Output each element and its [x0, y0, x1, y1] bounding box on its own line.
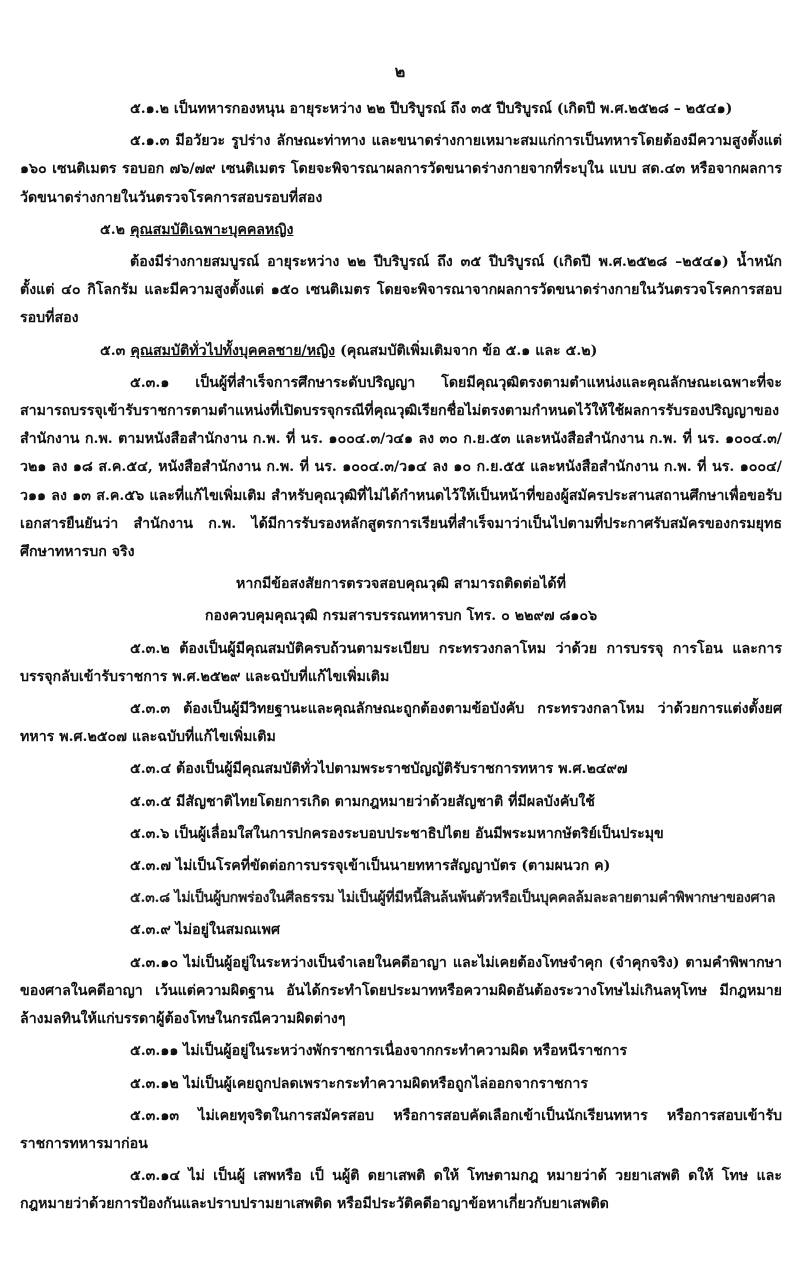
clause-5-1-2: ๕.๑.๒ เป็นทหารกองหนุน อายุระหว่าง ๒๒ ปีบริบูรณ์ ถึง ๓๕ ปีบริบูรณ์ (เกิดปี พ.ศ.๒๕๒๘ – ๒๕๔๑)	[130, 101, 733, 117]
clause-5-3-6: ๕.๓.๖ เป็นผู้เลื่อมใสในการปกครองระบอบประชาธิปไตย อันมีพระมหากษัตริย์เป็นประมุข	[130, 825, 664, 842]
clause-5-3-5: ๕.๓.๕ มีสัญชาติไทยโดยการเกิด ตามกฎหมายว่าด้วยสัญชาติ ที่มีผลบังคับใช้	[130, 793, 595, 810]
clause-5-3-4: ๕.๓.๔ ต้องเป็นผู้มีคุณสมบัติทั่วไปตามพระราชบัญญัติรับราชการทหาร พ.ศ.๒๔๙๗	[130, 761, 628, 778]
section-5-3-heading	[20, 337, 782, 365]
clause-5-3-2: ๕.๓.๒ ต้องเป็นผู้มีคุณสมบัติครบถ้วนตามระเบียบ กระทรวงกลาโหม ว่าด้วย การบรรจุ การโอน และการบรรจุกลับเข้ารับราชการ พ.ศ.๒๕๒๙ และฉบับที่แก้ไขเพิ่มเติม	[20, 640, 782, 685]
section-5-3-number: ๕.๓	[100, 342, 126, 359]
clause-5-3-1: ๕.๓.๑ เป็นผู้ที่สำเร็จการศึกษาระดับปริญญา โดยมีคุณวุฒิตรงตามตำแหน่งและคุณลักษณะเฉพาะที่จะสามารถบรรจุเข้ารับราชการตามตำแหน่งที่เปิดบรรจุกรณีที่คุณวุฒิเรียกชื่อไม่ตรงตามกำหนดไว้ให้ใช้ผลการรับรองปริญญาของสำนักงาน ก.พ. ตามหนังสือสำนักงาน ก.พ. ที่ นร. ๑๐๐๔.๓/ว๔๑ ลง ๓๐ ก.ย.๕๓ และหนังสือสำนักงาน ก.พ. ที่ นร. ๑๐๐๔.๓/ว๒๑ ลง ๑๘ ส.ค.๕๔, หนังสือสำนักงาน ก.พ. ที่ นร. ๑๐๐๔.๓/ว๑๔ ลง ๑๐ ก.ย.๕๕ และหนังสือสำนักงาน ก.พ. ที่ นร. ๑๐๐๔/ว๑๑ ลง ๑๓ ส.ค.๕๖ และที่แก้ไขเพิ่มเติม สำหรับคุณวุฒิที่ไม่ได้กำหนดไว้ให้เป็นหน้าที่ของผู้สมัครประสานสถานศึกษาเพื่อขอรับเอกสารยืนยันว่า สำนักงาน ก.พ. ได้มีการรับรองหลักสูตรการเรียนที่สำเร็จมาว่าเป็นไปตามที่ประกาศรับสมัครของกรมยุทธศึกษาทหารบก จริง	[20, 374, 782, 561]
page-number: ๒	[394, 62, 406, 81]
clause-5-3-14: ๕.๓.๑๔ ไม่ เป็นผู้ เสพหรือ เป็ นผู้ติ ดยาเสพติ ดให้ โทษตามกฎ หมายว่าด้ วยยาเสพติ ดให้ โทษ และกฎหมายว่าด้วยการป้องกันและปราบปรามยาเสพติด หรือมีประวัติคดีอาญาข้อหาเกี่ยวกับยาเสพติด	[20, 1168, 782, 1213]
clause-5-3-3: ๕.๓.๓ ต้องเป็นผู้มีวิทยฐานะและคุณลักษณะถูกต้องตามข้อบังคับ กระทรวงกลาโหม ว่าด้วยการแต่งตั้งยศทหาร พ.ศ.๒๕๐๗ และฉบับที่แก้ไขเพิ่มเติม	[20, 701, 782, 746]
section-5-3-label: คุณสมบัติทั่วไปทั้งบุคคลชาย/หญิง	[130, 342, 336, 359]
clause-5-3-12: ๕.๓.๑๒ ไม่เป็นผู้เคยถูกปลดเพราะกระทำความผิดหรือถูกไล่ออกจากราชการ	[130, 1075, 588, 1092]
contact-line-1: หากมีข้อสงสัยการตรวจสอบคุณวุฒิ สามารถติดต่อได้ที่	[236, 576, 566, 593]
document-body	[20, 95, 782, 1219]
section-5-2-number: ๕.๒	[100, 221, 126, 238]
clause-5-3-10: ๕.๓.๑๐ ไม่เป็นผู้อยู่ในระหว่างเป็นจำเลยในคดีอาญา และไม่เคยต้องโทษจำคุก (จำคุกจริง) ตามคำพิพากษาของศาลในคดีอาญา เว้นแต่ความผิดฐาน อันได้กระทำโดยประมาทหรือความผิดอันต้องระวางโทษไม่เกินลหุโทษ มีกฎหมายล้างมลทินให้แก่บรรดาผู้ต้องโทษในกรณีความผิดต่างๆ	[20, 954, 782, 1028]
clause-5-1-3: ๕.๑.๓ มีอวัยวะ รูปร่าง ลักษณะท่าทาง และขนาดร่างกายเหมาะสมแก่การเป็นทหารโดยต้องมีความสูงตั้งแต่ ๑๖๐ เซนติเมตร รอบอก ๗๖/๗๙ เซนติเมตร โดยจะพิจารณาผลการวัดขนาดร่างกายจากที่ระบุใน แบบ สด.๔๓ หรือจากผลการวัดขนาดร่างกายในวันตรวจโรคการสอบรอบที่สอง	[20, 133, 782, 206]
contact-line-2: กองควบคุมคุณวุฒิ กรมสารบรรณทหารบก โทร. ๐ ๒๒๙๗ ๘๑๐๖	[204, 608, 598, 625]
clause-5-3-11: ๕.๓.๑๑ ไม่เป็นผู้อยู่ในระหว่างพักราชการเนื่องจากกระทำความผิด หรือหนีราชการ	[130, 1043, 628, 1060]
section-5-2-heading	[20, 216, 782, 244]
section-5-2-label: คุณสมบัติเฉพาะบุคคลหญิง	[129, 221, 294, 238]
section-5-3-note: (คุณสมบัติเพิ่มเติมจาก ข้อ ๕.๑ และ ๕.๒)	[340, 342, 598, 359]
clause-5-3-9: ๕.๓.๙ ไม่อยู่ในสมณเพศ	[130, 922, 280, 939]
clause-5-3-13: ๕.๓.๑๓ ไม่เคยทุจริตในการสมัครสอบ หรือการสอบคัดเลือกเข้าเป็นนักเรียนทหาร หรือการสอบเข้ารับราชการทหารมาก่อน	[20, 1107, 782, 1152]
clause-5-3-8: ๕.๓.๘ ไม่เป็นผู้บกพร่องในศีลธรรม ไม่เป็นผู้ที่มีหนี้สินล้นพ้นตัวหรือเป็นบุคคลล้มละลายตามคำพิพากษาของศาล	[130, 890, 776, 907]
clause-5-3-7: ๕.๓.๗ ไม่เป็นโรคที่ขัดต่อการบรรจุเข้าเป็นนายทหารสัญญาบัตร (ตามผนวก ค)	[130, 858, 611, 875]
clause-5-2-body: ต้องมีร่างกายสมบูรณ์ อายุระหว่าง ๒๒ ปีบริบูรณ์ ถึง ๓๕ ปีบริบูรณ์ (เกิดปี พ.ศ.๒๕๒๘ –๒๕๔๑) น้ำหนักตั้งแต่ ๔๐ กิโลกรัม และมีความสูงตั้งแต่ ๑๕๐ เซนติเมตร โดยจะพิจารณาจากผลการวัดขนาดร่างกายในวันตรวจโรคการสอบรอบที่สอง	[20, 254, 782, 327]
